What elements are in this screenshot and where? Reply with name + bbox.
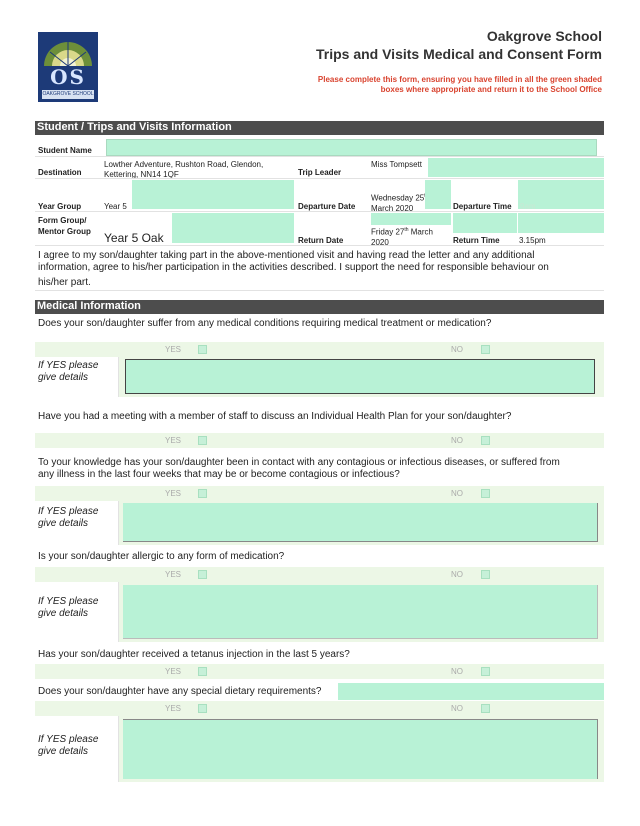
student-name-label: Student Name	[38, 146, 92, 155]
details-label-q6	[38, 734, 98, 758]
question-contagious-line-2: any illness in the last four weeks that may be or become contagious or infectious?	[38, 469, 400, 480]
question-allergy: Is your son/daughter allergic to any form of medication?	[38, 551, 285, 562]
yes-label: YES	[165, 704, 182, 713]
form-title: Trips and Visits Medical and Consent Form	[315, 46, 602, 62]
details-label-q3	[38, 506, 98, 530]
form-group-field-extra[interactable]	[172, 213, 294, 243]
question-medical-conditions: Does your son/daughter suffer from any medical conditions requiring medical treatment or medication?	[38, 318, 492, 329]
no-checkbox-q3[interactable]	[481, 489, 490, 498]
return-date-year: 2020	[371, 237, 389, 247]
yes-no-row-q2	[35, 433, 604, 448]
year-group-label: Year Group	[38, 202, 82, 211]
yes-checkbox-q3[interactable]	[198, 489, 207, 498]
return-date-field-extra[interactable]	[371, 213, 451, 225]
yes-checkbox-q6[interactable]	[198, 704, 207, 713]
consent-line-3: his/her part.	[38, 277, 91, 288]
details-label-line-1: If YES please	[38, 596, 99, 607]
departure-date-day: Wednesday 25	[371, 193, 425, 203]
school-logo	[38, 32, 98, 102]
section-header-medical	[35, 300, 604, 314]
dietary-field[interactable]	[338, 683, 604, 700]
consent-line-1: I agree to my son/daughter taking part in the above-mentioned visit and having read the letter and any additional	[38, 250, 535, 261]
return-date-month: March	[408, 227, 433, 237]
yes-no-row-q3	[35, 486, 604, 501]
no-label: NO	[451, 704, 463, 713]
yes-label: YES	[165, 570, 182, 579]
form-group-label-line-2: Mentor Group	[38, 227, 91, 236]
details-field-q1[interactable]	[125, 359, 595, 394]
divider	[35, 178, 604, 179]
departure-time-field[interactable]	[518, 180, 604, 209]
departure-time-label: Departure Time	[453, 202, 512, 211]
no-checkbox-q6[interactable]	[481, 704, 490, 713]
form-group-value[interactable]: Year 5 Oak	[104, 231, 164, 245]
divider	[35, 245, 604, 246]
no-checkbox-q5[interactable]	[481, 667, 490, 676]
yes-checkbox-q4[interactable]	[198, 570, 207, 579]
details-field-q6[interactable]	[123, 719, 598, 779]
details-label-line-2: give details	[38, 608, 89, 619]
details-label-q1	[38, 360, 98, 384]
logo-letters: OS	[50, 65, 86, 89]
details-field-q3[interactable]	[123, 503, 598, 542]
yes-no-row-q4	[35, 567, 604, 582]
consent-line-2: information, agree to his/her participation in the activities described. I support the need for responsible behaviour on	[38, 262, 549, 273]
yes-checkbox-q5[interactable]	[198, 667, 207, 676]
no-label: NO	[451, 345, 463, 354]
no-label: NO	[451, 436, 463, 445]
destination-label: Destination	[38, 168, 82, 177]
yes-label: YES	[165, 667, 182, 676]
no-checkbox-q2[interactable]	[481, 436, 490, 445]
details-label-line-2: give details	[38, 746, 89, 757]
no-label: NO	[451, 489, 463, 498]
instruction-line-2: boxes where appropriate and return it to the School Office	[380, 85, 602, 94]
divider	[35, 156, 604, 157]
trip-leader-field-extra[interactable]	[428, 158, 604, 177]
no-checkbox-q1[interactable]	[481, 345, 490, 354]
return-date-value[interactable]	[371, 225, 433, 248]
no-label: NO	[451, 570, 463, 579]
yes-checkbox-q2[interactable]	[198, 436, 207, 445]
divider	[35, 211, 604, 212]
school-name: Oakgrove School	[486, 28, 602, 44]
departure-date-value[interactable]	[371, 191, 428, 214]
question-dietary: Does your son/daughter have any special dietary requirements?	[38, 686, 322, 697]
yes-label: YES	[165, 489, 182, 498]
form-group-label	[38, 215, 91, 237]
yes-no-row-q5	[35, 664, 604, 679]
logo-caption: OAKGROVE SCHOOL	[42, 91, 94, 97]
no-label: NO	[451, 667, 463, 676]
yes-checkbox-q1[interactable]	[198, 345, 207, 354]
question-tetanus: Has your son/daughter received a tetanus injection in the last 5 years?	[38, 649, 350, 660]
details-label-line-2: give details	[38, 372, 89, 383]
return-time-field-extra-2[interactable]	[518, 213, 604, 233]
return-date-label: Return Date	[298, 236, 344, 245]
no-checkbox-q4[interactable]	[481, 570, 490, 579]
question-health-plan: Have you had a meeting with a member of staff to discuss an Individual Health Plan for your son/daughter?	[38, 411, 512, 422]
student-name-field[interactable]	[106, 139, 597, 156]
yes-no-row-q6	[35, 701, 604, 716]
return-time-label: Return Time	[453, 236, 500, 245]
return-date-suffix: th	[404, 227, 409, 233]
question-contagious-line-1: To your knowledge has your son/daughter been in contact with any contagious or infectious diseases, or suffered from	[38, 457, 560, 468]
year-group-field-extra[interactable]	[132, 180, 294, 209]
section-header-student	[35, 121, 604, 135]
yes-label: YES	[165, 436, 182, 445]
details-label-line-2: give details	[38, 518, 89, 529]
details-label-line-1: If YES please	[38, 506, 99, 517]
details-field-q4[interactable]	[123, 585, 598, 639]
trip-leader-label: Trip Leader	[298, 168, 342, 177]
yes-label: YES	[165, 345, 182, 354]
return-date-day: Friday 27	[371, 227, 405, 237]
departure-date-month: March 2020	[371, 203, 414, 213]
destination-value-line-1[interactable]: Lowther Adventure, Rushton Road, Glendon,	[104, 160, 264, 169]
trip-leader-value[interactable]: Miss Tompsett	[371, 160, 422, 169]
details-label-line-1: If YES please	[38, 360, 99, 371]
instruction-line-1: Please complete this form, ensuring you have filled in all the green shaded	[317, 75, 602, 84]
departure-date-field-extra[interactable]	[425, 180, 451, 209]
return-time-value[interactable]: 3.15pm	[519, 236, 546, 245]
form-group-label-line-1: Form Group/	[38, 216, 87, 225]
section-title: Medical Information	[37, 300, 141, 312]
yes-no-row-q1	[35, 342, 604, 357]
details-label-q4	[38, 596, 98, 620]
departure-time-value: 9am	[520, 202, 536, 211]
divider	[35, 290, 604, 291]
section-title: Student / Trips and Visits Information	[37, 121, 232, 133]
details-label-line-1: If YES please	[38, 734, 99, 745]
year-group-value[interactable]: Year 5	[104, 202, 127, 211]
return-time-field-extra[interactable]	[453, 213, 517, 233]
destination-value-line-2[interactable]: Kettering, NN14 1QF	[104, 170, 179, 178]
departure-date-label: Departure Date	[298, 202, 356, 211]
